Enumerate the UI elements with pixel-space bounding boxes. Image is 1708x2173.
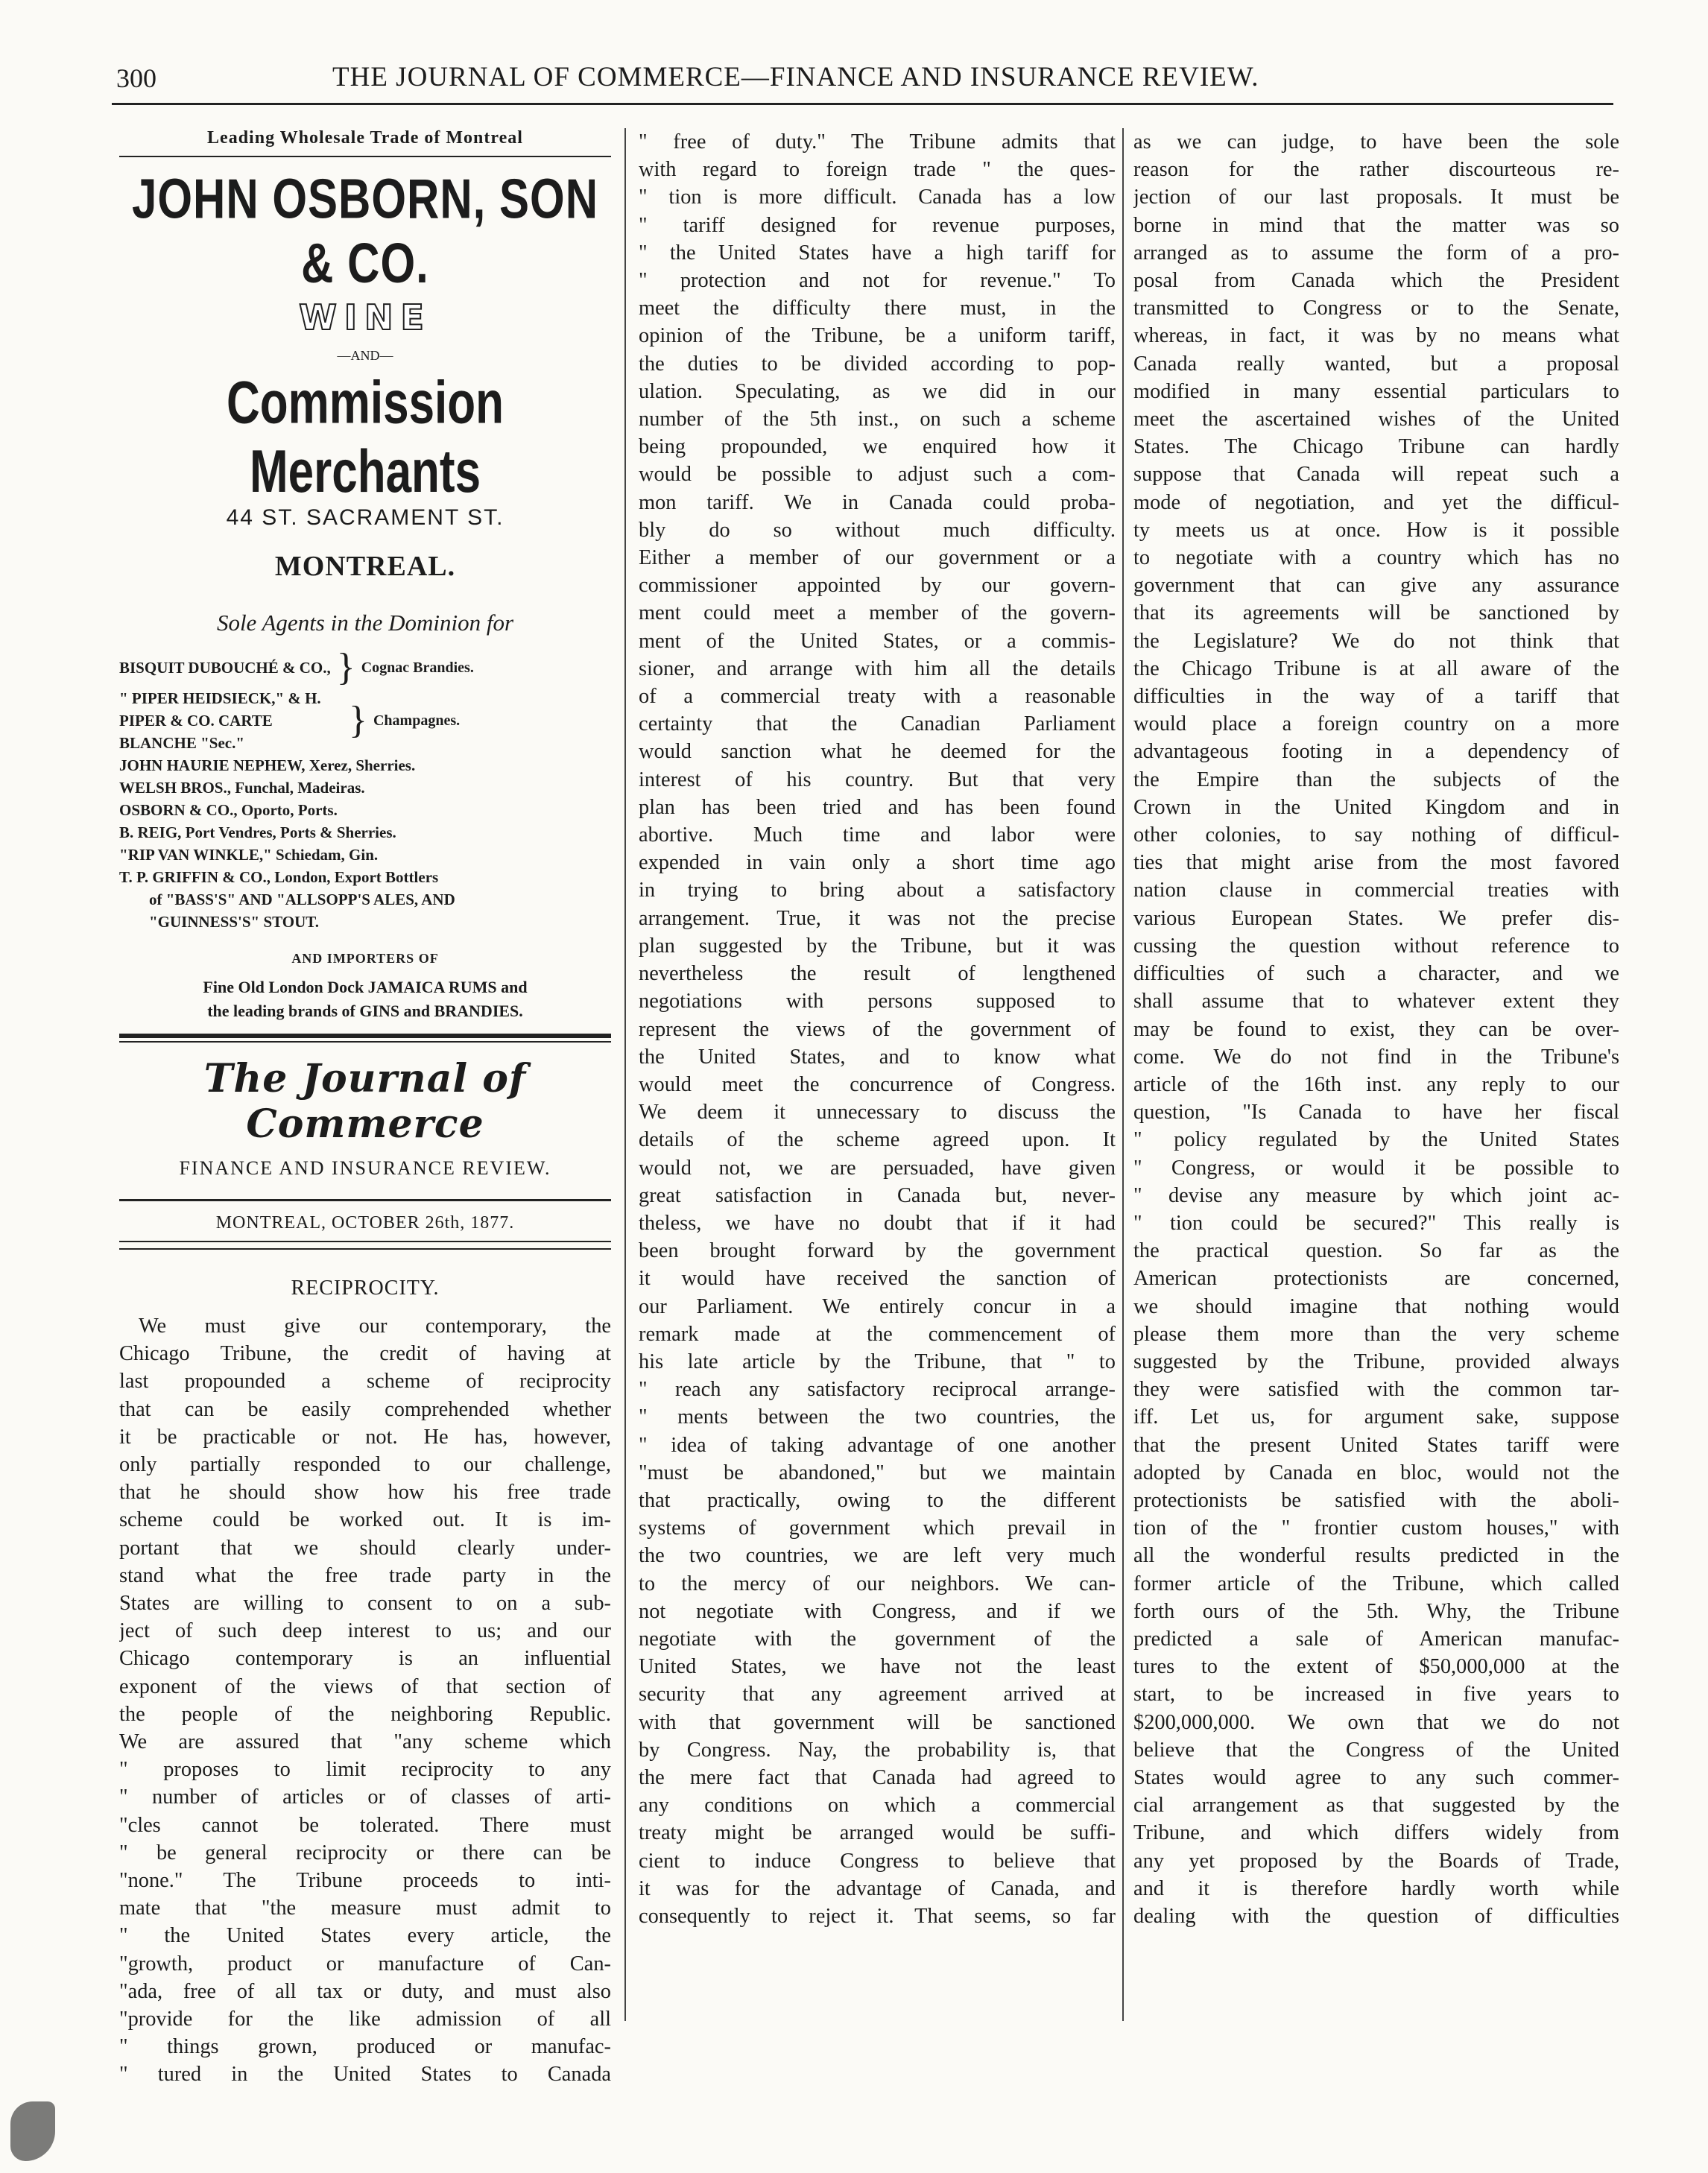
text-line: theless, we have no doubt that if it had xyxy=(639,1211,1116,1235)
text-line: " policy regulated by the United States xyxy=(1133,1128,1619,1152)
text-line: the Legislature? We do not think that xyxy=(1133,629,1619,653)
text-line: Chicago contemporary is an influential xyxy=(119,1647,611,1671)
text-line: it would have received the sanction of xyxy=(639,1267,1116,1291)
agent-line: JOHN HAURIE NEPHEW, Xerez, Sherries. xyxy=(119,756,416,774)
agent-line: B. REIG, Port Vendres, Ports & Sherries. xyxy=(119,823,396,841)
text-line: borne in mind that the matter was so xyxy=(1133,213,1619,237)
text-line: tion of the " frontier custom houses," with xyxy=(1133,1516,1619,1540)
article-body-col2 xyxy=(639,128,1116,1930)
text-line: any yet proposed by the Boards of Trade, xyxy=(1133,1849,1619,1873)
text-line: that practically, owing to the different xyxy=(639,1488,1116,1512)
text-line: "none." The Tribune proceeds to inti- xyxy=(119,1869,611,1893)
ad-header: Leading Wholesale Trade of Montreal xyxy=(207,128,523,148)
text-line: dealing with the question of difficulties xyxy=(1133,1905,1619,1928)
text-line: being propounded, we enquired how it xyxy=(639,435,1116,459)
text-line: " idea of taking advantage of one another xyxy=(639,1433,1116,1457)
text-line: portant that we should clearly under- xyxy=(119,1536,611,1560)
text-line: number of the 5th inst., on such a scheme xyxy=(639,408,1116,431)
text-line: " Congress, or would it be possible to xyxy=(1133,1156,1619,1180)
text-line: suggested by the Tribune, provided always xyxy=(1133,1350,1619,1373)
text-line: Crown in the United Kingdom and in xyxy=(1133,795,1619,819)
text-line: nevertheless the result of lengthened xyxy=(639,962,1116,986)
ad-importers: AND IMPORTERS OF xyxy=(291,951,439,966)
text-line: mode of negotiation, and yet the difficul- xyxy=(1133,490,1619,514)
text-line: posal from Canada which the President xyxy=(1133,269,1619,293)
text-line: mon tariff. We in Canada could proba- xyxy=(639,490,1116,514)
text-line: tures to the extent of $50,000,000 at the xyxy=(1133,1655,1619,1679)
text-line: " tariff designed for revenue purposes, xyxy=(639,213,1116,237)
text-line: cussing the question without reference to xyxy=(1133,934,1619,958)
text-line: Tribune, and which differs widely from xyxy=(1133,1821,1619,1845)
text-line: " tion is more difficult. Canada has a low xyxy=(639,186,1116,209)
text-line: " protection and not for revenue." To xyxy=(639,269,1116,293)
text-line: " tion could be secured?" This really is xyxy=(1133,1211,1619,1235)
scan-blemish xyxy=(10,2101,55,2161)
text-line: adopted by Canada en bloc, would not the xyxy=(1133,1461,1619,1484)
agents-list xyxy=(119,648,611,933)
text-line: States would agree to any such commer- xyxy=(1133,1765,1619,1789)
text-line: security that any agreement arrived at xyxy=(639,1683,1116,1707)
text-line: States. The Chicago Tribune can hardly xyxy=(1133,435,1619,459)
text-line: reason for the rather discourteous re- xyxy=(1133,158,1619,182)
text-line: only partially responded to our challenge, xyxy=(119,1453,611,1477)
text-line: with that government will be sanctioned xyxy=(639,1710,1116,1734)
text-line: by Congress. Nay, the probability is, that xyxy=(639,1738,1116,1762)
text-line: ulation. Speculating, as we did in our xyxy=(639,379,1116,403)
text-line: meet the ascertained wishes of the United xyxy=(1133,408,1619,431)
text-line: the practical question. So far as the xyxy=(1133,1239,1619,1263)
text-line: and it is therefore hardly worth while xyxy=(1133,1876,1619,1900)
text-line: plan suggested by the Tribune, but it was xyxy=(639,934,1116,958)
text-line: our Parliament. We entirely concur in a xyxy=(639,1294,1116,1318)
text-line: Either a member of our government or a xyxy=(639,546,1116,570)
text-line: other colonies, to say nothing of difficul- xyxy=(1133,823,1619,847)
text-line: exponent of the views of that section of xyxy=(119,1674,611,1698)
text-line: that the present United States tariff were xyxy=(1133,1433,1619,1457)
column-2 xyxy=(639,128,1116,1930)
advertisement xyxy=(119,128,611,1023)
text-line: that can be easily comprehended whether xyxy=(119,1397,611,1421)
text-line: we should imagine that nothing would xyxy=(1133,1294,1619,1318)
text-line: as we can judge, to have been the sole xyxy=(1133,130,1619,154)
masthead-title: The Journal of Commerce xyxy=(203,1056,527,1147)
text-line: may be found to exist, they can be over- xyxy=(1133,1017,1619,1041)
text-line: Chicago Tribune, the credit of having at xyxy=(119,1342,611,1366)
text-line: "must be abandoned," but we maintain xyxy=(639,1461,1116,1484)
text-line: plan has been tried and has been found xyxy=(639,795,1116,819)
ad-rums xyxy=(119,975,611,1023)
text-line: bly do so without much difficulty. xyxy=(639,518,1116,542)
text-line: question, "Is Canada to have her fiscal xyxy=(1133,1101,1619,1125)
text-line: suppose that Canada will repeat such a xyxy=(1133,463,1619,487)
ad-sole-agents: Sole Agents in the Dominion for xyxy=(216,610,514,636)
text-line: government that can give any assurance xyxy=(1133,574,1619,598)
text-line: " the United States every article, the xyxy=(119,1924,611,1948)
agent-row xyxy=(119,687,611,754)
text-line: shall assume that to whatever extent they xyxy=(1133,990,1619,1013)
text-line: start, to be increased in five years to xyxy=(1133,1683,1619,1707)
text-line: We are assured that "any scheme which xyxy=(119,1730,611,1754)
text-line: all the wonderful results predicted in the xyxy=(1133,1544,1619,1568)
text-line: whereas, in fact, it was by no means what xyxy=(1133,324,1619,348)
text-line: protectionists be satisfied with the aboli- xyxy=(1133,1488,1619,1512)
brace: } xyxy=(336,646,355,689)
column-1 xyxy=(119,128,611,2089)
text-line: difficulties of such a character, and we xyxy=(1133,962,1619,986)
text-line: " the United States have a high tariff for xyxy=(639,241,1116,265)
text-line: ment could meet a member of the govern- xyxy=(639,601,1116,625)
ad-city: MONTREAL. xyxy=(274,551,456,582)
text-line: stand what the free trade party in the xyxy=(119,1563,611,1587)
text-line: systems of government which prevail in xyxy=(639,1516,1116,1540)
text-line: nation clause in commercial treaties with xyxy=(1133,879,1619,902)
text-line: of a commercial treaty with a reasonable xyxy=(639,685,1116,709)
text-line: believe that the Congress of the United xyxy=(1133,1738,1619,1762)
text-line: interest of his country. But that very xyxy=(639,768,1116,791)
text-line: United States, we have not the least xyxy=(639,1655,1116,1679)
text-line: the mere fact that Canada had agreed to xyxy=(639,1765,1116,1789)
text-line: any conditions on which a commercial xyxy=(639,1794,1116,1818)
agent-line: "GUINNESS'S" STOUT. xyxy=(149,913,319,931)
divider xyxy=(119,156,611,157)
text-line: We must give our contemporary, the xyxy=(139,1315,611,1338)
text-line: " tured in the United States to Canada xyxy=(119,2063,611,2087)
column-rule xyxy=(624,128,626,2021)
text-line: various European States. We prefer dis- xyxy=(1133,906,1619,930)
text-line: been brought forward by the government xyxy=(639,1239,1116,1263)
text-line: ject of such deep interest to us; and our xyxy=(119,1619,611,1643)
agent-line: T. P. GRIFFIN & CO., London, Export Bottlers xyxy=(119,868,439,886)
ad-address: 44 ST. SACRAMENT ST. xyxy=(226,505,505,530)
text-line: sioner, and arrange with him all the details xyxy=(639,657,1116,680)
text-line: come. We do not find in the Tribune's xyxy=(1133,1045,1619,1069)
text-line: "growth, product or manufacture of Can- xyxy=(119,1952,611,1976)
text-line: his late article by the Tribune, that " to xyxy=(639,1350,1116,1373)
text-line: " number of articles or of classes of arti- xyxy=(119,1785,611,1809)
text-line: consequently to reject it. That seems, so far xyxy=(639,1905,1116,1928)
text-line: with regard to foreign trade " the ques- xyxy=(639,158,1116,182)
text-line: ment of the United States, or a commis- xyxy=(639,629,1116,653)
text-line: negotiate with the government of the xyxy=(639,1627,1116,1651)
agent-name: BISQUIT DUBOUCHÉ & CO., xyxy=(119,659,331,677)
text-line: scheme could be worked out. It is im- xyxy=(119,1508,611,1532)
agent-product: Champagnes. xyxy=(373,712,461,729)
text-line: treaty might be arranged would be suffi- xyxy=(639,1821,1116,1845)
text-line: ties that might arise from the most favored xyxy=(1133,851,1619,875)
text-line: the United States, and to know what xyxy=(639,1045,1116,1069)
text-line: remark made at the commencement of xyxy=(639,1322,1116,1346)
text-line: in trying to bring about a satisfactory xyxy=(639,879,1116,902)
text-line: would not, we are persuaded, have given xyxy=(639,1156,1116,1180)
text-line: "provide for the like admission of all xyxy=(119,2008,611,2031)
text-line: details of the scheme agreed upon. It xyxy=(639,1128,1116,1152)
text-line: jection of our last proposals. It must be xyxy=(1133,186,1619,209)
text-line: ty meets us at once. How is it possible xyxy=(1133,518,1619,542)
text-line: difficulties in the way of a tariff that xyxy=(1133,685,1619,709)
text-line: the people of the neighboring Republic. xyxy=(119,1702,611,1726)
text-line: the duties to be divided according to pop- xyxy=(639,352,1116,376)
text-line: We deem it unnecessary to discuss the xyxy=(639,1101,1116,1125)
text-line: mate that "the measure must admit to xyxy=(119,1897,611,1920)
ad-wine: WINE xyxy=(299,297,431,338)
divider xyxy=(119,1034,611,1043)
ad-merchants: Commission Merchants xyxy=(226,370,505,505)
page-header xyxy=(112,58,1602,103)
text-line: cial arrangement as that suggested by the xyxy=(1133,1794,1619,1818)
text-line: the two countries, we are left very much xyxy=(639,1544,1116,1568)
text-line: " devise any measure by which joint ac- xyxy=(1133,1183,1619,1207)
text-line: to the mercy of our neighbors. We can- xyxy=(639,1572,1116,1595)
agent-product: Cognac Brandies. xyxy=(361,660,474,676)
text-line: the Empire than the subjects of the xyxy=(1133,768,1619,791)
text-line: " things grown, produced or manufac- xyxy=(119,2035,611,2059)
text-line: it was for the advantage of Canada, and xyxy=(639,1876,1116,1900)
text-line: would meet the concurrence of Congress. xyxy=(639,1072,1116,1096)
text-line: they were satisfied with the common tar- xyxy=(1133,1378,1619,1402)
text-line: modified in many essential particulars to xyxy=(1133,379,1619,403)
text-line: cient to induce Congress to believe that xyxy=(639,1849,1116,1873)
text-line: certainty that the Canadian Parliament xyxy=(639,712,1116,736)
text-line: abortive. Much time and labor were xyxy=(639,823,1116,847)
agent-line: OSBORN & CO., Oporto, Ports. xyxy=(119,801,338,819)
text-line: please them more than the very scheme xyxy=(1133,1322,1619,1346)
text-line: that he should show how his free trade xyxy=(119,1481,611,1505)
text-line: " proposes to limit reciprocity to any xyxy=(119,1758,611,1782)
text-line: American protectionists are concerned, xyxy=(1133,1267,1619,1291)
text-line: $200,000,000. We own that we do not xyxy=(1133,1710,1619,1734)
text-line: to negotiate with a country which has no xyxy=(1133,546,1619,570)
text-line: would sanction what he deemed for the xyxy=(639,740,1116,764)
text-line: opinion of the Tribune, be a uniform tariff, xyxy=(639,324,1116,348)
text-line: the Chicago Tribune is at all aware of the xyxy=(1133,657,1619,680)
text-line: it be practicable or not. He has, however, xyxy=(119,1425,611,1449)
text-line: article of the 16th inst. any reply to our xyxy=(1133,1072,1619,1096)
text-line: represent the views of the government of xyxy=(639,1017,1116,1041)
text-line: former article of the Tribune, which called xyxy=(1133,1572,1619,1595)
text-line: great satisfaction in Canada but, never- xyxy=(639,1183,1116,1207)
agent-line: "RIP VAN WINKLE," Schiedam, Gin. xyxy=(119,846,379,864)
text-line: expended in vain only a short time ago xyxy=(639,851,1116,875)
text-line: " ments between the two countries, the xyxy=(639,1405,1116,1429)
masthead-subtitle: FINANCE AND INSURANCE REVIEW. xyxy=(179,1157,551,1179)
text-line: " free of duty." The Tribune admits that xyxy=(639,130,1116,154)
text-line: meet the difficulty there must, in the xyxy=(639,297,1116,320)
running-title: THE JOURNAL OF COMMERCE—FINANCE AND INSURANCE REVIEW. xyxy=(332,62,1259,92)
brace: } xyxy=(349,699,367,741)
article-body-col3 xyxy=(1133,128,1619,1930)
divider xyxy=(119,1242,611,1250)
text-line: transmitted to Congress or to the Senate, xyxy=(1133,297,1619,320)
text-line: advantageous footing in a dependency of xyxy=(1133,740,1619,764)
text-line: last propounded a scheme of reciprocity xyxy=(119,1370,611,1394)
text-line: negotiations with persons supposed to xyxy=(639,990,1116,1013)
text-line: predicted a sale of American manufac- xyxy=(1133,1627,1619,1651)
ad-rums-line: the leading brands of GINS and BRANDIES. xyxy=(207,1002,523,1020)
text-line: " be general reciprocity or there can be xyxy=(119,1841,611,1864)
agent-name: " PIPER HEIDSIECK," & H. PIPER & CO. CARTE BLANCHE "Sec." xyxy=(119,689,321,752)
column-rule xyxy=(1122,128,1124,2021)
text-line: would place a foreign country on a more xyxy=(1133,712,1619,736)
text-line: that its agreements will be sanctioned by xyxy=(1133,601,1619,625)
text-line: " reach any satisfactory reciprocal arrange- xyxy=(639,1378,1116,1402)
page-number: 300 xyxy=(116,63,156,93)
text-line: would be possible to adjust such a com- xyxy=(639,463,1116,487)
text-line: "ada, free of all tax or duty, and must also xyxy=(119,1979,611,2003)
article-body-col1 xyxy=(119,1312,611,2089)
text-line: not negotiate with Congress, and if we xyxy=(639,1599,1116,1623)
ad-rums-line: Fine Old London Dock JAMAICA RUMS and xyxy=(203,978,528,996)
text-line: Canada really wanted, but a proposal xyxy=(1133,352,1619,376)
text-line: States are willing to consent to on a sub- xyxy=(119,1592,611,1616)
article-title: RECIPROCITY. xyxy=(291,1277,440,1300)
dateline: MONTREAL, OCTOBER 26th, 1877. xyxy=(119,1199,611,1242)
text-line: forth ours of the 5th. Why, the Tribune xyxy=(1133,1599,1619,1623)
header-rule xyxy=(112,103,1613,105)
agent-line: WELSH BROS., Funchal, Madeiras. xyxy=(119,779,365,797)
agent-row xyxy=(119,648,611,687)
text-line: "cles cannot be tolerated. There must xyxy=(119,1813,611,1837)
agent-line: of "BASS'S" AND "ALLSOPP'S ALES, AND xyxy=(149,891,455,908)
text-line: commissioner appointed by our govern- xyxy=(639,574,1116,598)
column-3 xyxy=(1133,128,1619,1930)
text-line: arrangement. True, it was not the precise xyxy=(639,906,1116,930)
text-line: arranged as to assume the form of a pro- xyxy=(1133,241,1619,265)
ad-firm-name: JOHN OSBORN, SON & CO. xyxy=(131,168,599,294)
text-line: iff. Let us, for argument sake, suppose xyxy=(1133,1405,1619,1429)
ad-and: —AND— xyxy=(337,348,393,363)
